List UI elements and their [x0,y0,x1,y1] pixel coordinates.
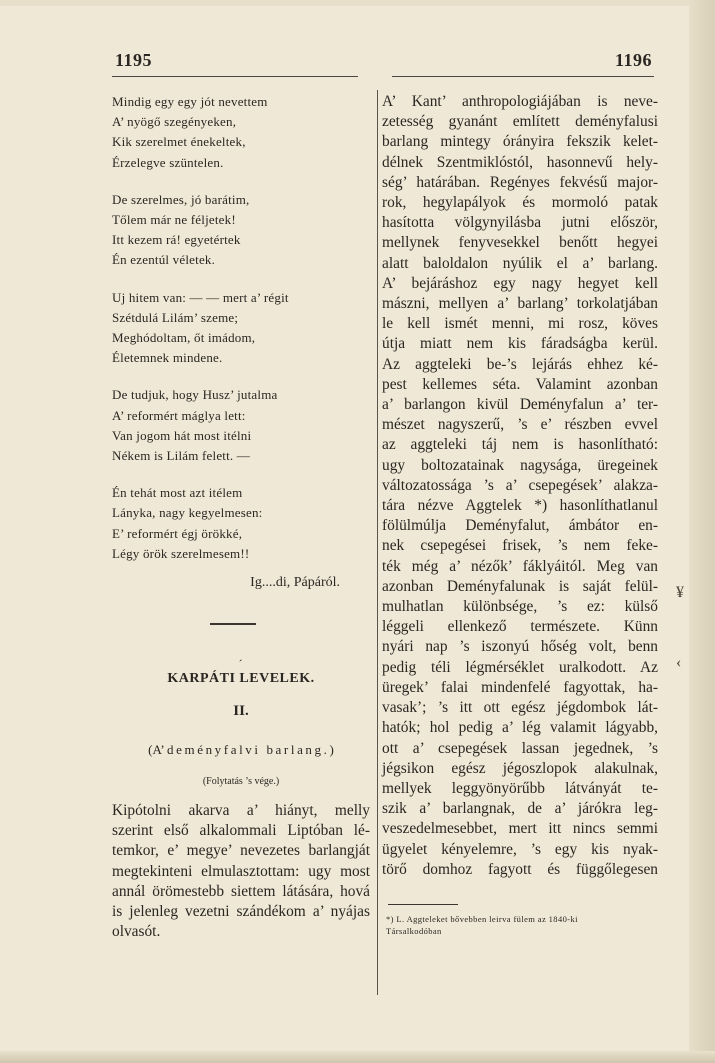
margin-mark: ¥ [676,584,684,601]
article-subtitle [112,742,370,758]
text-line: ség’ határában. Regényes fekvésű major- [382,173,658,191]
page-top-edge [0,0,715,6]
title-accent-mark [242,661,370,671]
text-line: útja miatt nem kis fáradságba kerül. [382,335,658,353]
verse-line: Légy örök szerelmesem!! [112,545,250,561]
page-right-edge [689,0,715,1063]
text-line: barlang mintegy órányira fekszik kelet- [382,133,658,151]
text-line: szerint első alkalommali Liptóban lé- [112,822,370,840]
verse-line: Én ezentúl véletek. [112,252,216,268]
text-line: Az aggteleki be-’s lejárás ehhez ké- [382,355,658,373]
text-line: mulhatlan különbsége, ’s ez: külső [382,598,658,616]
article-text-left [112,801,370,942]
text-line: mászni, mellyen a’ barlang’ torkolatjában [382,295,658,313]
verse-line: A’ reformért máglya lett: [112,407,246,423]
text-line: temkor, e’ megye’ nevezetes barlangját [112,842,370,860]
text-line: annál örömestebb siettem látására, hová [112,882,370,900]
footnote-line: *) L. Aggteleket bővebben leirva fülem az 1840-ki [386,913,578,924]
text-line: hatók; hol pedig a’ lég valamit lágyabb, [382,719,658,737]
text-line: alatt baloldalon nyúlik el a’ barlang. [382,254,658,272]
continuation-note: (Folytatás ’s vége.) [202,776,280,788]
text-line: ott a’ csepegések lassan jegednek, ’s [382,739,658,757]
verse-line: Uj hitem van: — — mert a’ régit [112,289,289,305]
text-line: vasak’; ’s itt ott egész jégdombok lát- [382,699,658,717]
text-line: ugy boltozatainak nagysága, üregeinek [382,456,658,474]
verse-line: De szerelmes, jó barátim, [112,191,250,207]
verse-line: Én tehát most azt itélem [112,485,243,501]
text-line: mellynek fenyvesekkel benőtt hegyei [382,234,658,252]
page-bottom-edge [0,1051,715,1063]
poem-stanza [112,190,370,271]
verse-line: Életemnek mindene. [112,350,223,366]
text-line: A’ Kant’ anthropologiájában is neve- [382,93,658,110]
text-line: hasította völgynyilásba jutni először, [382,214,658,232]
verse-line: Mindig egy egy jót nevettem [112,94,268,109]
left-column [112,92,370,942]
text-line: jégsikon egész jégoszlopok alakulnak, [382,759,658,777]
text-line: ték még a’ nézők’ fáklyáitól. Meg van [382,557,658,575]
text-line: ügyelet kényelemre, ’s egy kis nyak- [382,840,658,858]
poem-stanza [112,385,370,466]
margin-mark: ‹ [676,654,682,671]
page-number-right: 1196 [615,50,653,70]
text-line: törő domhoz fagyott és függőlegesen [382,860,658,878]
text-line: változatossága ’s a’ csepegések’ alakza- [382,476,658,494]
section-separator [210,623,256,625]
article-title: KARPÁTI LEVELEK. [167,671,315,687]
footnote-rule [388,904,458,905]
poem [112,92,370,593]
text-line: pedig téli légmérséklet uralkodott. Az [382,658,658,676]
text-line: veszedelmesebbet, mert itt nincs semmi [382,820,658,838]
verse-line: Tőlem már ne féljetek! [112,212,236,228]
verse-line: Érzelegve szüntelen. [112,154,224,170]
text-line: A’ bejáráshoz egy nagy hegyet kell [382,274,658,292]
text-line: a’ barlangon kivül Deményfalun a’ ter- [382,396,658,414]
poem-signature: Ig....di, Pápáról. [250,575,340,591]
right-column [382,92,658,937]
header-rule-right [392,76,654,77]
poem-stanza [112,288,370,369]
poem-stanza [112,483,370,564]
text-line: rok, hegylapályok és mormoló patak [382,194,658,212]
verse-line: Itt kezem rá! egyetértek [112,232,241,248]
verse-line: Szétdulá Lilám’ szeme; [112,309,239,325]
verse-line: Van jogom hát most itélni [112,427,252,443]
text-line: azonban Deményfalunak is saját felül- [382,577,658,595]
verse-line: Kik szerelmet énekeltek, [112,134,246,150]
verse-line: E’ reformért égj örökké, [112,525,243,541]
text-line: zetesség gyanánt említett deményfalusi [382,113,658,131]
text-line: fölülmúlja Deményfalut, ámbátor en- [382,517,658,535]
text-line: délnek Szentmiklóstól, hasonnevű hely- [382,153,658,171]
column-divider [377,90,378,995]
text-line: pest kellemes séta. Valamint azonban [382,375,658,393]
verse-line: Meghódoltam, őt imádom, [112,330,256,346]
text-line: mészet nagyszerű, ’s e’ részben evvel [382,416,658,434]
footnote-line: Társalkodóban [386,925,442,936]
verse-line: A’ nyögő szegényeken, [112,114,237,130]
text-line: léggeli ellenkező természete. Künn [382,618,658,636]
text-line: az aggteleki táj nem is hasonlítható: [382,436,658,454]
subtitle-suffix: ) [329,742,334,758]
page-number-left: 1195 [115,50,153,70]
poem-stanza [112,92,370,173]
subtitle-prefix: (A’ [148,742,164,758]
text-line: üregek’ falai mindenfelé fagyottak, ha- [382,678,658,696]
text-line: is jelenleg vezetni szándékom a’ nyájas [112,903,370,921]
text-line: tára nézve Aggtelek *) hasonlíthatlanul [382,497,658,515]
text-line: megtekinteni elmulasztottam: ugy most [112,862,370,880]
subtitle-text: deményfalvi barlang. [167,742,330,758]
verse-line: Nékem is Lilám felett. — [112,448,251,464]
verse-line: Lányka, nagy kegyelmesen: [112,505,263,521]
text-line: mellyek leggyönyörűbb látványát te- [382,779,658,797]
footnote [382,913,658,937]
article-text-right [382,92,658,880]
text-line: nek csepegései frisek, ’s nem feke- [382,537,658,555]
text-line: nyári nap ’s iszonyú hőség volt, benn [382,638,658,656]
article-number: II. [233,703,249,720]
text-line: szik a’ barlangnak, de a’ járókra leg- [382,800,658,818]
text-line: olvasót. [112,923,161,941]
header-rule-left [112,76,358,77]
verse-line: De tudjuk, hogy Husz’ jutalma [112,387,278,403]
text-line: Kipótolni akarva a’ hiányt, melly [112,802,370,820]
text-line: le kell ismét menni, mi rosz, köves [382,315,658,333]
